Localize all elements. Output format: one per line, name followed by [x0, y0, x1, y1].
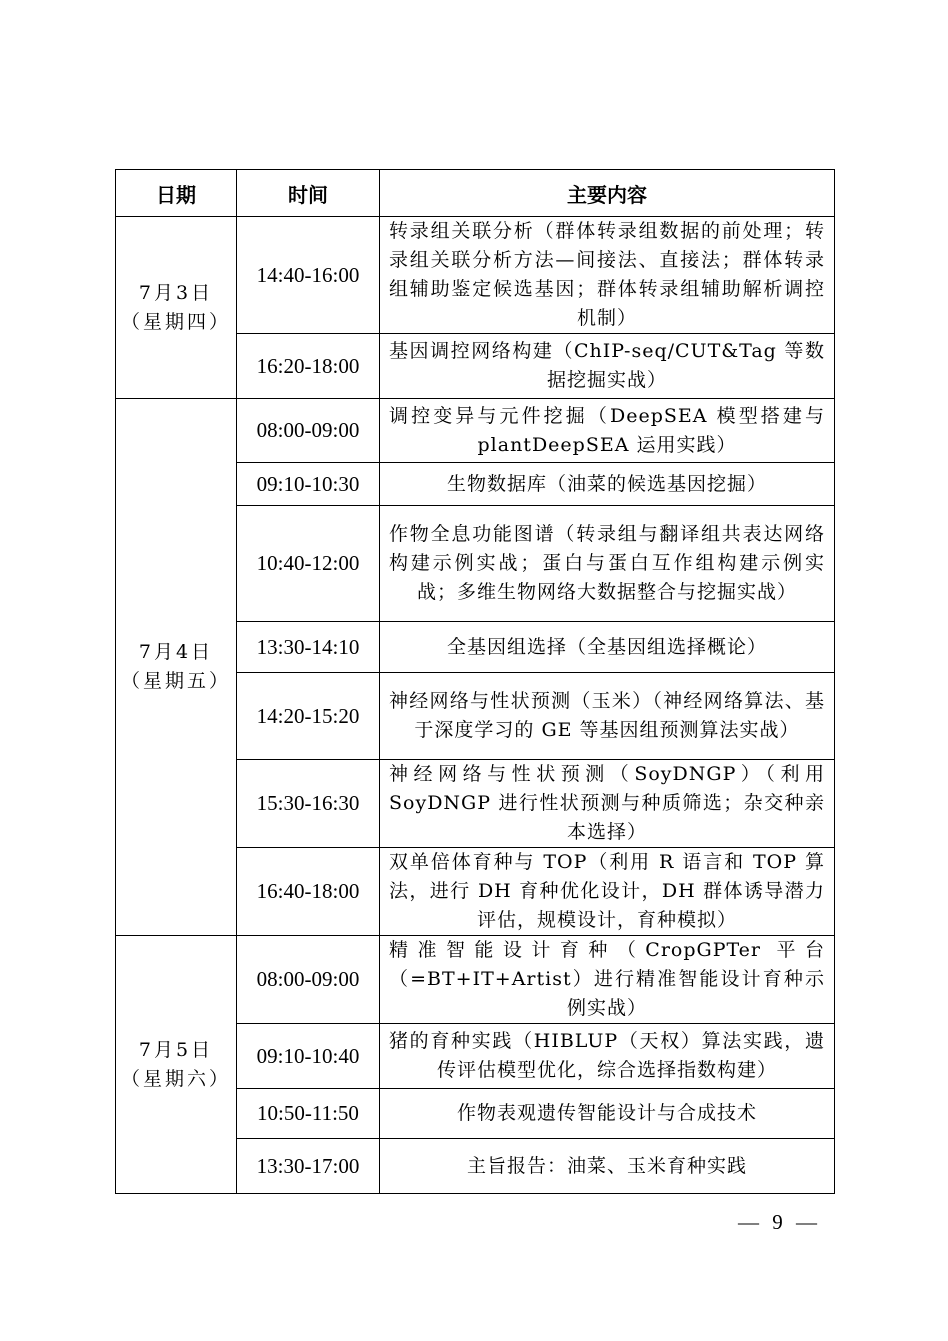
content-cell: 主旨报告：油菜、玉米育种实践 [380, 1139, 835, 1194]
time-cell: 14:40-16:00 [237, 217, 380, 334]
table-row [116, 936, 835, 1024]
time-cell: 10:40-12:00 [237, 506, 380, 622]
content-cell: 神经网络与性状预测（玉米）（神经网络算法、基于深度学习的 GE 等基因组预测算法实战） [380, 673, 835, 760]
date-cell [116, 217, 237, 399]
content-cell: 全基因组选择（全基因组选择概论） [380, 622, 835, 673]
page-number: — 9 — [738, 1210, 821, 1234]
header-content: 主要内容 [380, 170, 835, 217]
date-cell [116, 399, 237, 936]
time-cell: 16:40-18:00 [237, 848, 380, 936]
time-cell: 15:30-16:30 [237, 760, 380, 848]
date-label: 7月5日 [138, 1038, 214, 1061]
schedule-table [115, 169, 835, 1194]
header-time: 时间 [237, 170, 380, 217]
content-cell: 转录组关联分析（群体转录组数据的前处理；转录组关联分析方法—间接法、直接法；群体转录组辅助鉴定候选基因；群体转录组辅助解析调控机制） [380, 217, 835, 334]
content-cell: 生物数据库（油菜的候选基因挖掘） [380, 463, 835, 506]
date-label: 7月3日 [138, 281, 214, 304]
date-label: 7月4日 [138, 641, 214, 663]
weekday-label: （星期四） [120, 310, 231, 333]
time-cell: 10:50-11:50 [237, 1089, 380, 1139]
header-date: 日期 [116, 170, 237, 217]
table-header-row [116, 170, 835, 217]
time-cell: 13:30-17:00 [237, 1139, 380, 1194]
content-cell: 精准智能设计育种（CropGPTer 平台（=BT+IT+Artist）进行精准智能设计育种示例实战） [380, 936, 835, 1024]
content-cell: 双单倍体育种与 TOP（利用 R 语言和 TOP 算法，进行 DH 育种优化设计，DH 群体诱导潜力评估，规模设计，育种模拟） [380, 848, 835, 936]
time-cell: 09:10-10:40 [237, 1024, 380, 1089]
table-row [116, 217, 835, 334]
time-cell: 08:00-09:00 [237, 936, 380, 1024]
content-cell: 作物全息功能图谱（转录组与翻译组共表达网络构建示例实战；蛋白与蛋白互作组构建示例实战；多维生物网络大数据整合与挖掘实战） [380, 506, 835, 622]
content-cell: 调控变异与元件挖掘（DeepSEA 模型搭建与 plantDeepSEA 运用实践） [380, 399, 835, 463]
weekday-label: （星期五） [120, 670, 231, 692]
content-cell: 猪的育种实践（HIBLUP（天权）算法实践，遗传评估模型优化，综合选择指数构建） [380, 1024, 835, 1089]
time-cell: 16:20-18:00 [237, 334, 380, 399]
content-cell: 基因调控网络构建（ChIP-seq/CUT&Tag 等数据挖掘实战） [380, 334, 835, 399]
content-cell: 神经网络与性状预测（SoyDNGP）（利用 SoyDNGP 进行性状预测与种质筛选；杂交种亲本选择） [380, 760, 835, 848]
time-cell: 14:20-15:20 [237, 673, 380, 760]
weekday-label: （星期六） [120, 1067, 231, 1090]
time-cell: 08:00-09:00 [237, 399, 380, 463]
date-cell [116, 936, 237, 1194]
time-cell: 13:30-14:10 [237, 622, 380, 673]
time-cell: 09:10-10:30 [237, 463, 380, 506]
table-row [116, 399, 835, 463]
content-cell: 作物表观遗传智能设计与合成技术 [380, 1089, 835, 1139]
